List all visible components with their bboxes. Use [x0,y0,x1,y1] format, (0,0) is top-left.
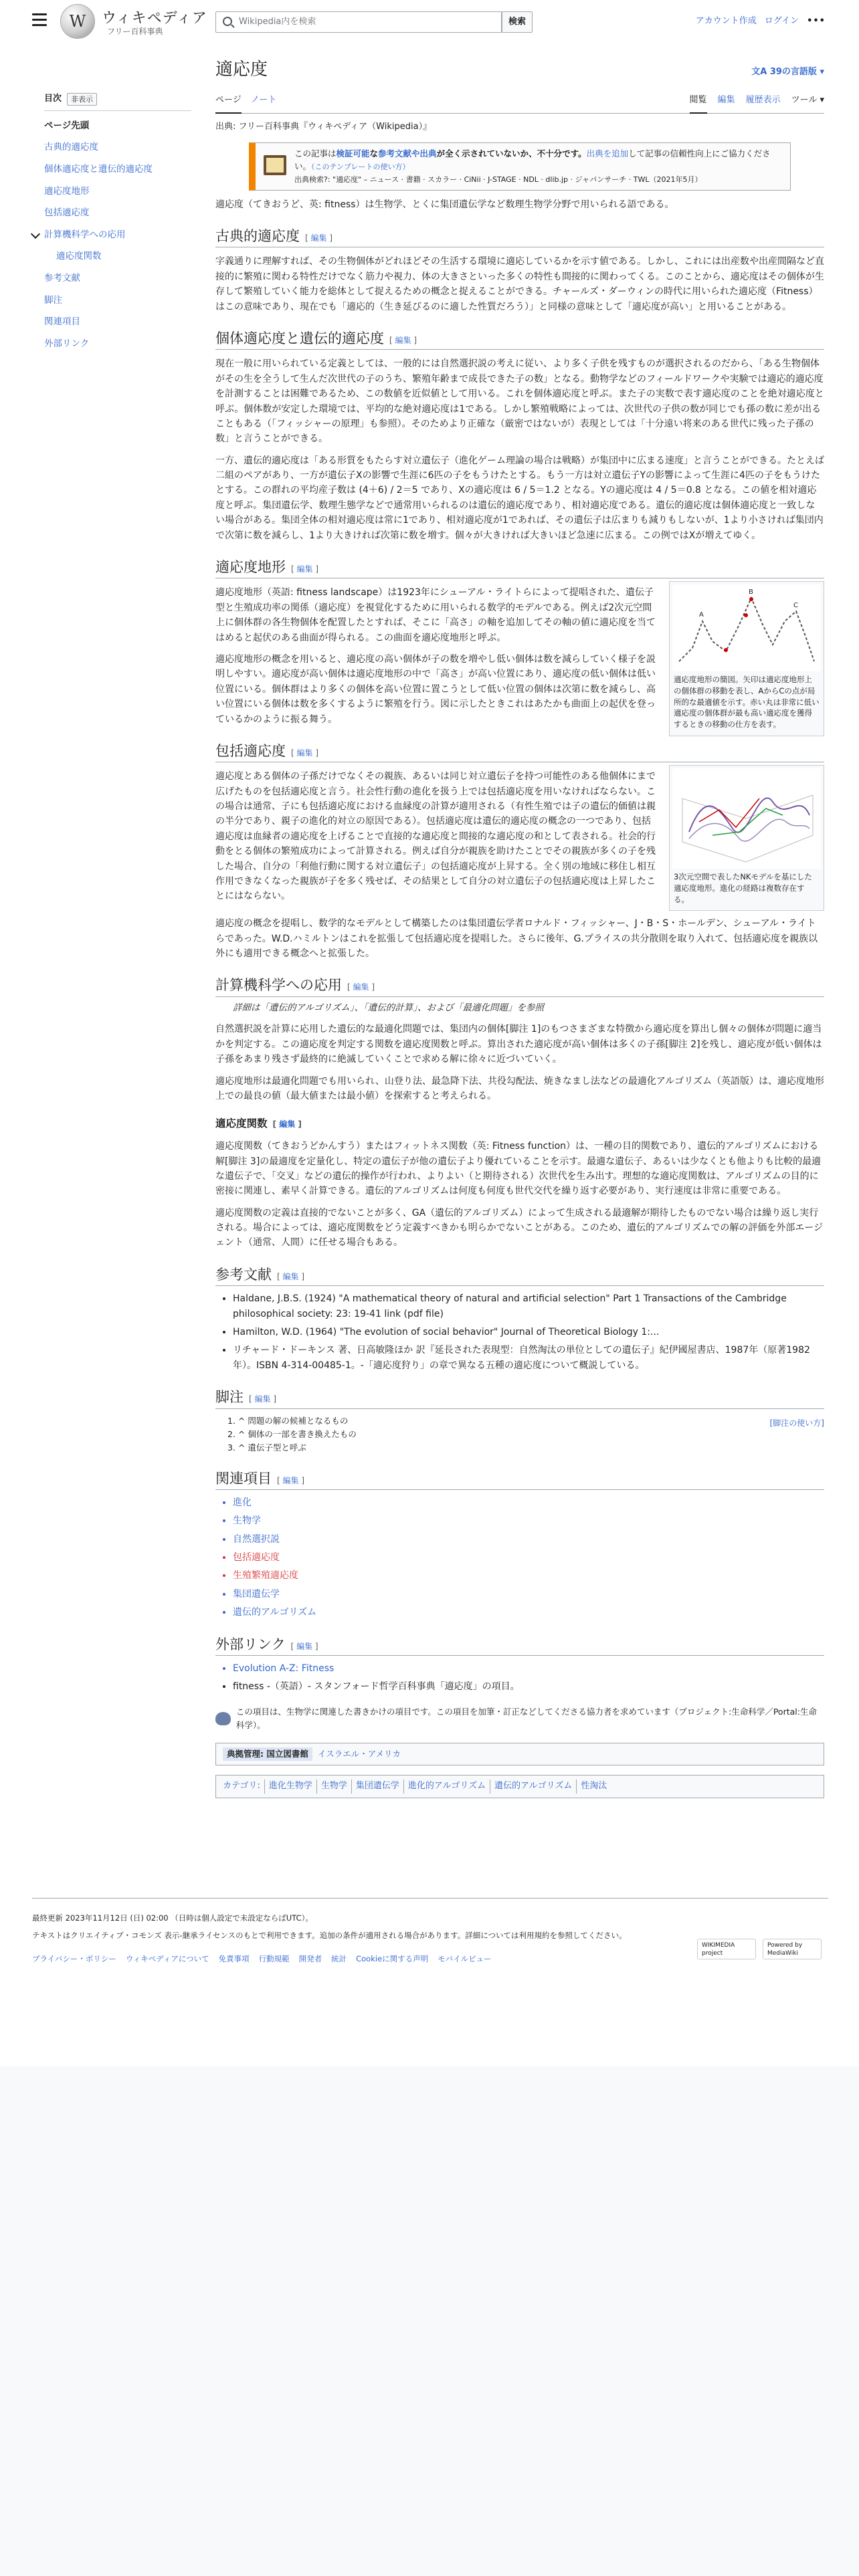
footer-link[interactable]: ウィキペディアについて [125,1953,209,1963]
section-heading: 脚注 [ 編集 ] [215,1388,824,1408]
external-links-list [215,1661,824,1695]
figure-nk-landscape [669,765,824,911]
external-link[interactable]: • Evolution A-Z: Fitness [233,1661,824,1676]
note-item: 1. ^ 問題の解の候補となるもの [227,1415,349,1426]
see-also-list [215,1495,824,1620]
footer-link[interactable]: 免責事項 [218,1953,250,1963]
paragraph: 適応度地形（英語: fitness landscape）は1923年にシューアル・ライトらによって提唱された、遺伝子型と生殖成功率の関係（適応度）を視覚化するために用いられる数学的モデルである。例えば2次元空間上に個体群の各生物個体を配置したとすれば、そこに「高さ」の軸を追加してその軸の値に適応度を当てはめると起伏のある曲面が得られる。この曲面を適応度地形と呼ぶ。 [215,587,656,643]
footnote-usage-link[interactable]: [脚注の使い方] [769,1418,824,1428]
edit-link[interactable]: 編集 [282,1271,299,1281]
verifiability-link[interactable]: 検証可能 [336,148,370,158]
page-title: 適応度 [215,60,268,80]
tab-read[interactable]: 閲覧 [690,94,707,114]
peak-label: C [793,602,798,610]
category-link[interactable]: 生物学 [321,1780,352,1794]
mediawiki-badge[interactable]: Powered by MediaWiki [763,1939,822,1959]
tab-edit[interactable]: 編集 [717,94,735,105]
login-link[interactable]: ログイン [764,16,799,26]
section-heading: 適応度地形 [ 編集 ] [215,558,824,578]
paragraph: 一方、遺伝的適応度は「ある形質をもたらす対立遺伝子（進化ゲーム理論の場合は戦略）が集団中に広まる速度」と言うことができる。たとえば二組のペアがあり、一方が遺伝子Xの影響で生涯に6匹の子をもうけたとする。もう一方は対立遺伝子Yの影響によって生涯に4匹の子をもうけたとする。この群れの平均産子数は (4＋6) / 2＝5 であり、Xの適応度は 6 / 5＝1.2 となる。Yの適応度は 4 / 5＝0.8 となる。この値を相対適応度と呼ぶ。集団遺伝学、数理生態学などで通常用いられるのは遺伝的適応度であり、相対適応度である。遺伝的適応度は個体適応度と一致しない場合がある。集団全体の相対適応度は常に1であり、相対適応度が1であれば、その遺伝子は広まりも減りもしないが、1より小さければ集団内で次第に数を減らし、1より大きければ次第に数を増す。個々が大きければ大きいほど急速に広まる。この例ではXが増えてゆく。 [215,455,824,541]
page-footer [32,1898,828,1965]
edit-link[interactable]: 編集 [296,1641,313,1651]
stub-notice: この項目は、生物学に関連した書きかけの項目です。この項目を加筆・訂正などしてくださる協力者を求めています（プロジェクト:生命科学／Portal:生命科学）。 [215,1701,824,1736]
toc-title: 目次 [44,94,62,104]
source-search-links[interactable]: 出典検索?: "適応度" – ニュース · 書籍 · スカラー · CiNii · J-STAGE · NDL · dlib.jp · ジャパンサーチ · TWL（2021年5月） [294,175,702,185]
reference-item: • リチャード・ドーキンス 著、日高敏隆ほか 訳『延長された表現型：自然淘汰の単位としての遺伝子』紀伊國屋書店、1987年（原著1982年）。ISBN 4-314-00485-1。-「適応度狩り」の章で異なる五種の適応度について概説している。 [233,1343,824,1373]
toc-item[interactable]: 包括適応度 [44,207,90,219]
authority-label[interactable]: 典拠管理: 国立図書館 [223,1747,312,1761]
sources-link[interactable]: 参考文献や出典 [378,148,437,158]
see-also-link[interactable]: • 包括適応度 [233,1550,824,1565]
language-button[interactable]: 文A 39の言語版 ▾ [751,67,824,77]
wordmark[interactable]: ウィキペディア [102,10,207,27]
tab-page[interactable]: ページ [215,94,242,114]
subsection-heading: 適応度関数 [ 編集 ] [215,1117,302,1130]
footer-link[interactable]: 統計 [331,1953,347,1963]
sidebar [44,92,191,358]
tab-talk[interactable]: ノート [250,94,277,105]
edit-link[interactable]: 編集 [353,982,369,992]
see-also-link[interactable]: • 遺伝的アルゴリズム [233,1605,824,1620]
more-options-icon[interactable]: ••• [807,16,826,26]
fitness-landscape-diagram[interactable] [672,584,821,671]
toc-item[interactable]: 適応度地形 [44,185,90,197]
site-sub: 出典: フリー百科事典『ウィキペディア（Wikipedia）』 [215,121,432,132]
paragraph: 適応度地形の概念を用いると、適応度の高い個体が子の数を増やし低い個体は数を減らしていく様子を説明しやすい。適応度が高い個体は適応度地形の中で「高さ」が高い位置にあり、適応度の低い個体は低い位置にいる。個体群はより多くの個体を高い位置に置こうとして低い位置の個体は次第に数を減らし、高い位置にいる個体は数を多くするように繁殖を行う。図に示したときこれはあたかも曲面上の起伏を登っているかのように振る舞う。 [215,653,656,725]
reference-item: • Haldane, J.B.S. (1924) "A mathematical theory of natural and artificial selection" Part 1 Transactions of the Cambridge philosophical society: 23: 19-41 link (pdf file) [233,1291,824,1321]
paragraph: 適応度関数の定義は直接的でないことが多く、GA（遺伝的アルゴリズム）によって生成される最適解が期待したものでない場合は繰り返し実行される。場合によっては、適応度関数をどう定義すべきかも明らかでないことがある。このため、遺伝的アルゴリズムでの解の評価を外部エージェント（通常、人間）に任せる場合もある。 [215,1207,824,1249]
edit-link[interactable]: 編集 [282,1475,299,1485]
figure-caption: 適応度地形の簡図。矢印は適応度地形上の個体群の移動を表し、AからCの点が局所的な最適値を示す。赤い丸は非常に低い適応度の個体群が最も高い適応度を獲得するときの移動の仕方を表す。 [674,675,820,730]
add-source-link[interactable]: 出典を追加 [586,148,629,158]
section-heading: 関連項目 [ 編集 ] [215,1469,824,1490]
edit-link[interactable]: 編集 [310,233,327,243]
tab-tools[interactable]: ツール ▾ [791,94,824,105]
article [215,59,824,1798]
toc-item[interactable]: 脚注 [44,294,62,306]
search-icon [223,17,232,26]
wikipedia-globe-icon[interactable]: W [60,4,95,39]
category-box [215,1775,824,1798]
toc-item[interactable]: 個体適応度と遺伝的適応度 [44,163,153,175]
toc-item[interactable]: 参考文献 [44,272,80,284]
paragraph: 自然選択説を計算に応用した遺伝的な最適化問題では、集団内の個体[脚注 1]のもつさまざまな特徴から適応度を算出し個々の個体が問題に適当かを判定する。この適応度を判定する関数を適応度関数と呼ぶ。算出された適応度が高い個体は多くの子孫[脚注 2]を残し、適応度が低い個体は子孫をあまり残さず最終的に絶滅していくことで求める解に徐々に近づいていく。 [215,1024,822,1065]
wikimedia-badge[interactable]: WIKIMEDIA project [697,1939,756,1959]
toc-item[interactable]: 計算機科学への応用 [44,228,191,243]
footer-link[interactable]: プライバシー・ポリシー [32,1953,116,1963]
stub-icon [215,1712,231,1725]
edit-link[interactable]: 編集 [395,336,411,346]
toc-subitem[interactable]: 適応度関数 [56,251,102,262]
paragraph: 現在一般に用いられている定義としては、一般的には自然選択説の考えに従い、より多く子供を残すものが選択されるのだから、「ある生物個体がその生を全うして生んだ次世代の子のうち、繁殖年齢まで成長できた子の数」となる。動物学などのフィールドワークや実験では適応的適応度を計測することは困難であるため、この数値を近似値として用いる。これを個体適応度と呼ぶ。また子の実数で表す適応度のことを絶対適応度と呼ぶ。個体数が安定した環境では、平均的な絶対適応度は1である。しかし繁殖戦略によっては、次世代の子供の数が同じでも孫の数に差が出ることもある（「フィッシャーの原理」も参照）。そのためより正確な（厳密ではないが）表現としては「十分遠い将来のある世代に残った子孫の数」と言うことができる。 [215,358,824,445]
authority-value[interactable]: イスラエル・アメリカ [317,1748,401,1759]
paragraph: 適応度関数（てきおうどかんすう）またはフィットネス関数（英: Fitness function）は、一種の目的関数であり、遺伝的アルゴリズムにおける解[脚注 3]の最適度を定量化し、特定の遺伝子が他の遺伝子より優れていることを示す。最適な遺伝子、あるいは少なくとも他よりも比較的最適な遺伝子で、「交叉」などの遺伝的操作が行われ、よりよい（と期待される）次世代を生み出す。理想的な適応度関数は、アルゴリズムの目的に密接に関連し、素早く計算できる。遺伝的アルゴリズムは何度も何度も世代交代を繰り返す必要があり、実行速度は非常に重要である。 [215,1141,822,1197]
see-also-link[interactable]: • 生殖繁殖適応度 [233,1568,824,1583]
main-article-hatnote[interactable]: 詳細は「遺伝的アルゴリズム」、「遺伝的計算」、および「最適化問題」を参照 [233,1002,544,1013]
toc-item[interactable]: ページ先頭 [44,120,90,131]
toc-item[interactable]: 外部リンク [44,338,90,349]
paragraph: 字義通りに理解すれば、その生物個体がどれほどその生活する環境に適応しているかを示す値である。しかし、これには出産数や出産間隔など直接的に繁殖に関わる特性だけでなく筋力や視力、体の大きさといった多くの特性も間接的に関わってくる。このことから、適応度はその個体が生存して繁殖していく能力を総体として捉えるための概念と捉えることができる。チャールズ・ダーウィンの時代に用いられた適応度（Fitness）はこの意味であり、現在でも「適応的（生き延びるのに適した性質だろう）」と同様の意味として「適応度が高い」と用いることがある。 [215,256,824,312]
notes-list [215,1414,824,1455]
note-item: 3. ^ 遺伝子型と呼ぶ [227,1442,306,1453]
ambox-refimprove: この記事は検証可能な参考文献や出典が全く示されていないか、不十分です。出典を追加して記事の信頼性向上にご協力ください。（このテンプレートの使い方） 出典検索?: "適応度" – ニュース · 書籍 · スカラー · CiNii · J-STAGE · NDL · dlib.jp · ジャパンサーチ · TWL（2021年5月） [249,142,791,191]
edit-link[interactable]: 編集 [296,748,313,758]
footer-link[interactable]: 開発者 [298,1953,322,1963]
figure-fitness-landscape [669,581,824,736]
section-heading: 個体適応度と遺伝的適応度 [ 編集 ] [215,329,824,350]
toc-item[interactable]: 関連項目 [44,316,80,328]
license-text: テキストはクリエイティブ・コモンズ 表示-継承ライセンスのもとで利用できます。追加の条件が適用される場合があります。詳細については利用規約を参照してください。 [32,1931,627,1941]
reference-item: • Hamilton, W.D. (1964) "The evolution of social behavior" Journal of Theoretical Biology 1:... [233,1325,824,1339]
see-also-link[interactable]: • 生物学 [233,1513,824,1528]
footer-link[interactable]: 行動規範 [258,1953,290,1963]
section-heading: 参考文献 [ 編集 ] [215,1265,824,1286]
see-also-link[interactable]: • 自然選択説 [233,1532,824,1547]
nk-landscape-3d-diagram[interactable] [672,768,821,869]
edit-link[interactable]: 編集 [279,1119,296,1130]
last-modified: 最終更新 2023年11月12日 (日) 02:00 （日時は個人設定で未設定ならばUTC）。 [32,1913,313,1923]
references-list [215,1291,824,1373]
main-menu-icon[interactable] [32,13,47,27]
toc-hide-button[interactable]: 非表示 [67,93,97,106]
template-usage-link[interactable]: （このテンプレートの使い方） [311,162,410,171]
toc-list [44,119,191,352]
peak-label: A [699,611,704,619]
lead-paragraph: 適応度（てきおうど、英: fitness）は生物学、とくに集団遺伝学など数理生物学分野で用いられる語である。 [215,199,674,210]
edit-link[interactable]: 編集 [296,564,313,574]
category-link[interactable]: 性淘汰 [581,1780,607,1791]
tagline: フリー百科事典 [107,27,163,36]
section-heading: 包括適応度 [ 編集 ] [215,742,824,762]
peak-label: B [749,588,753,597]
search-button[interactable]: 検索 [502,11,533,33]
authority-control [215,1743,824,1765]
edit-link[interactable]: 編集 [254,1394,271,1404]
create-account-link[interactable]: アカウント作成 [695,16,757,26]
site-header [0,0,859,43]
category-link[interactable]: 集団遺伝学 [356,1780,404,1794]
category-link[interactable]: 遺伝的アルゴリズム [494,1780,577,1794]
see-also-link[interactable]: • 進化 [233,1495,824,1510]
page-tabs [215,91,824,114]
section-heading: 外部リンク [ 編集 ] [215,1635,824,1656]
section-heading: 古典的適応度 [ 編集 ] [215,227,824,247]
section-heading: 計算機科学への応用 [ 編集 ] [215,976,824,996]
external-link[interactable]: • fitness -（英語）- スタンフォード哲学百科事典「適応度」の項目。 [233,1679,824,1694]
tab-history[interactable]: 履歴表示 [745,94,781,105]
note-item: 2. ^ 個体の一部を書き換えたもの [227,1428,357,1439]
book-icon [264,155,286,175]
paragraph: 適応度とある個体の子孫だけでなくその親族、あるいは同じ対立遺伝子を持つ可能性のある他個体にまで広げたものを包括適応度と言う。社会性行動の進化を扱う上では包括適応度を用いなければならない。この場合は通常、子にも包括適応度における血縁度の計算が適用される（有性生殖では子の遺伝的価値は親の半分であり、親子の進化的対立の原因である）。包括適応度は遺伝的適応度の概念の一つであり、包括適応度は血縁者の適応度を上げることで直接的な適応度と間接的な適応度の和として表される。社会的行動をとる個体の繁殖成功によって計算される。例えば自分が親族を助けたことでその親族が多くの子を残した場合、自分の「利他行動に関する対立遺伝子」の包括適応度が上昇する。全く別の地域に移住し相互作用できなくなった親族が子を多く残せば、その結果として自分の対立遺伝子の包括適応度は上昇したことにはならない。 [215,771,656,902]
see-also-link[interactable]: • 集団遺伝学 [233,1587,824,1602]
figure-caption: 3次元空間で表したNKモデルを基にした適応度地形。進化の経路は複数存在する。 [674,872,812,904]
category-link[interactable]: 進化生物学 [269,1780,317,1794]
search-placeholder: Wikipedia内を検索 [239,16,316,27]
paragraph: 適応度の概念を提唱し、数学的なモデルとして構築したのは集団遺伝学者ロナルド・フィッシャー、J・B・S・ホールデン、シューアル・ライトらであった。W.D.ハミルトンはこれを拡張して包括適応度を提唱した。さらに後年、G.プライスの共分散則を取り入れて、包括適応度を親族以外にも適用できる概念へと拡張した。 [215,918,818,960]
toc-item[interactable]: 古典的適応度 [44,142,98,153]
paragraph: 適応度地形は最適化問題でも用いられ、山登り法、最急降下法、共役勾配法、焼きなまし法などの最適化アルゴリズム（英語版）は、適応度地形上での最良の値（最大値または最小値）を探索すると考えられる。 [215,1075,824,1101]
category-link[interactable]: 進化的アルゴリズム [408,1780,490,1794]
search-input[interactable] [215,11,502,33]
footer-link[interactable]: モバイルビュー [438,1953,492,1963]
footer-link[interactable]: Cookieに関する声明 [356,1953,429,1963]
category-label[interactable]: カテゴリ: [223,1780,265,1794]
